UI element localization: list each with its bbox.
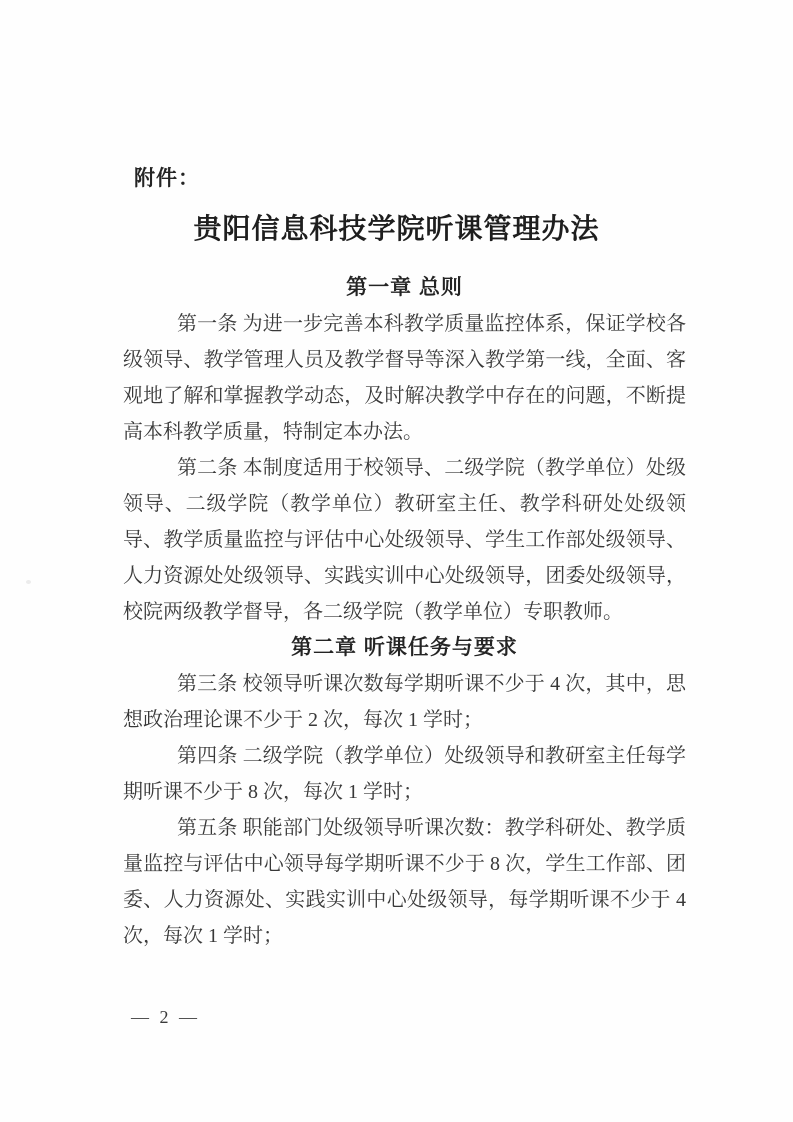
- chapter-1-heading: 第一章 总则: [346, 276, 463, 299]
- article-4-paragraph: 第四条 二级学院（教学单位）处级领导和教研室主任每学期听课不少于 8 次，每次 1 学时；: [123, 745, 686, 803]
- article-3-paragraph: 第三条 校领导听课次数每学期听课不少于 4 次，其中，思想政治理论课不少于 2 次，每次 1 学时；: [123, 673, 686, 731]
- attachment-label: 附件：: [134, 167, 200, 190]
- article-2-paragraph: 第二条 本制度适用于校领导、二级学院（教学单位）处级领导、二级学院（教学单位）教研室主任、教学科研处处级领导、教学质量监控与评估中心处级领导、学生工作部处级领导、人力资源处处级领导、实践实训中心处级领导，团委处级领导，校院两级教学督导，各二级学院（教学单位）专职教师。: [123, 457, 686, 623]
- chapter-2-heading: 第二章 听课任务与要求: [291, 636, 518, 659]
- document-body: [123, 270, 686, 954]
- article-1-paragraph: 第一条 为进一步完善本科教学质量监控体系，保证学校各级领导、教学管理人员及教学督导等深入教学第一线，全面、客观地了解和掌握教学动态，及时解决教学中存在的问题，不断提高本科教学质量，特制定本办法。: [123, 313, 686, 443]
- document-title: 贵阳信息科技学院听课管理办法: [193, 214, 600, 245]
- article-5-paragraph: 第五条 职能部门处级领导听课次数：教学科研处、教学质量监控与评估中心领导每学期听课不少于 8 次，学生工作部、团委、人力资源处、实践实训中心处级领导，每学期听课不少于 4 次，每次 1 学时；: [123, 817, 686, 947]
- scan-artifact: [26, 580, 31, 584]
- page-number: — 2 —: [131, 1007, 200, 1027]
